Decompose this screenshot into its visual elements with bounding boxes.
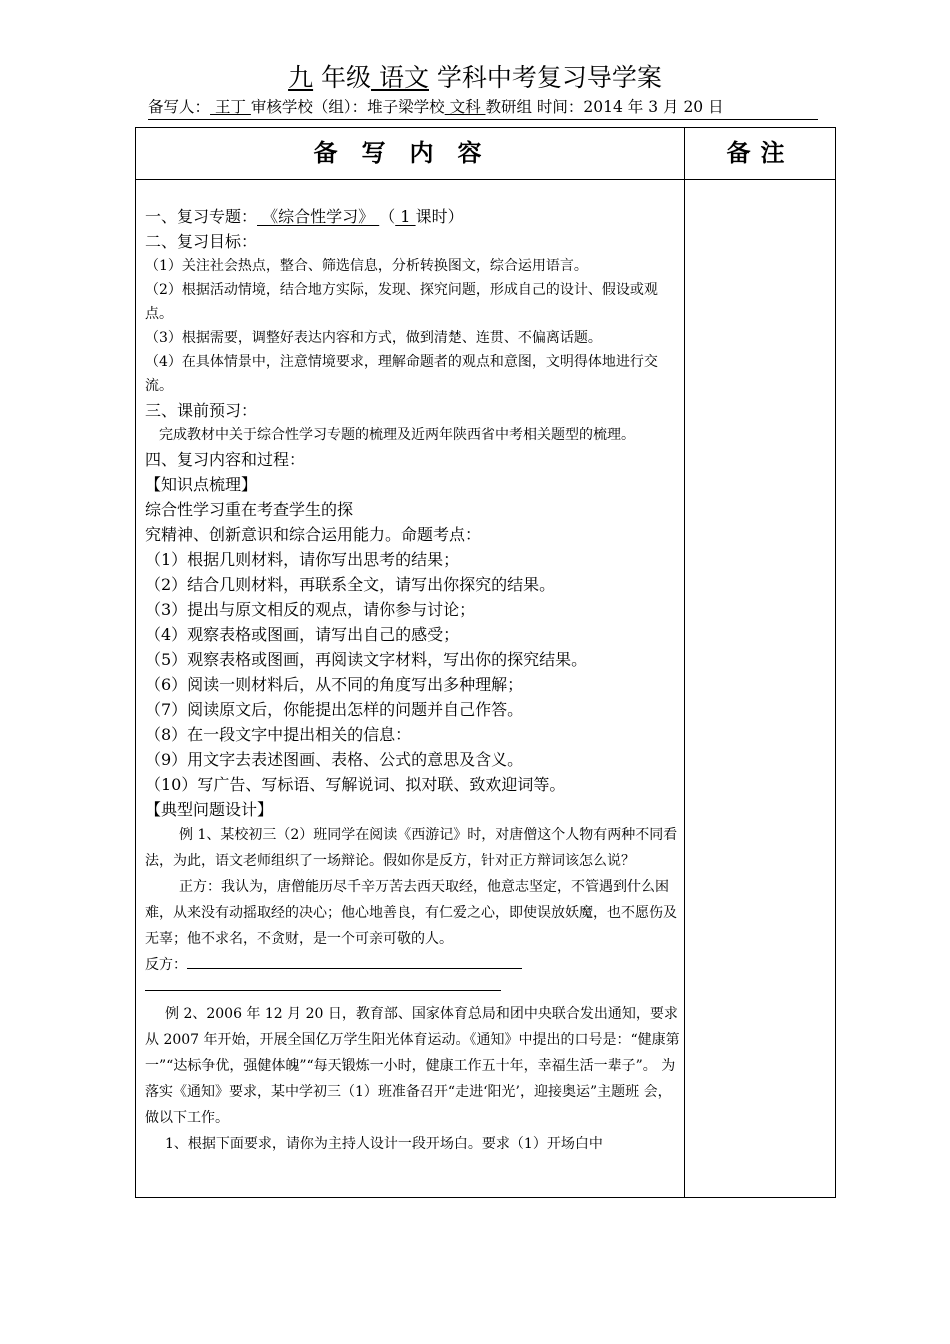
- section-preview-heading: 三、课前预习：: [145, 401, 258, 420]
- grade: 九: [288, 63, 314, 92]
- example-2-question-1: 1、根据下面要求，请你为主持人设计一段开场白。要求（1）开场白中: [165, 1136, 603, 1152]
- section-process-heading: 四、复习内容和过程：: [145, 450, 306, 469]
- goal-item: （4）在具体情景中，注意情境要求，理解命题者的观点和意图，文明得体地进行交流。: [145, 354, 658, 394]
- example-2: 例 2、2006 年 12 月 20 日，教育部、国家体育总局和团中央联合发出通知，要求从 2007 年开始，开展全国亿万学生阳光体育运动。《通知》中提出的口号是：“健康第一”“达标争优，强健体魄”“每天锻炼一小时，健康工作五十年，幸福生活一辈子”。 为落实《通知》要求，某中学初三（1）班准备召开“走进‘阳光’，迎接奥运”主题班 会，做以下工作。: [145, 1006, 680, 1126]
- answer-blank-line[interactable]: [145, 978, 501, 991]
- knowledge-intro: 综合性学习重在考查学生的探: [145, 500, 354, 519]
- hours-open: （: [379, 207, 396, 226]
- preview-text: 完成教材中关于综合性学习专题的梳理及近两年陕西省中考相关题型的梳理。: [159, 427, 635, 443]
- column-divider: [684, 127, 685, 1198]
- knowledge-intro: 究精神、创新意识和综合运用能力。命题考点：: [145, 525, 482, 544]
- example-1-pro: 正方：我认为，唐僧能历尽千辛万苦去西天取经，他意志坚定，不管遇到什么困难，从来没有动摇取经的决心；他心地善良，有仁爱之心，即使误放妖魔，也不愿伤及无辜；他不求名，不贪财，是一个可亲可敬的人。: [145, 879, 677, 947]
- review-subject: 文科: [444, 98, 486, 116]
- review-label: 审核学校（组）：堆子梁学校: [250, 98, 445, 116]
- table-header-notes: 备注: [726, 138, 795, 167]
- document-title: [0, 62, 950, 94]
- con-label: 反方：: [145, 957, 187, 973]
- section-goals-heading: 二、复习目标：: [145, 232, 258, 251]
- topic-label: 一、复习专题：: [145, 207, 258, 226]
- design-heading: 【典型问题设计】: [145, 800, 274, 819]
- author-label: 备写人：: [148, 98, 211, 116]
- hours-close: 课时）: [415, 207, 464, 226]
- table-header-content: 备写内容: [313, 138, 506, 167]
- author-name: 王丁: [210, 98, 251, 116]
- exam-point: （2）结合几则材料，再联系全文，请写出你探究的结果。: [145, 575, 556, 594]
- exam-point: （9）用文字去表述图画、表格、公式的意思及含义。: [145, 750, 524, 769]
- knowledge-heading: 【知识点梳理】: [145, 475, 258, 494]
- exam-point: （10）写广告、写标语、写解说词、拟对联、致欢迎词等。: [145, 775, 566, 794]
- goal-item: （1）关注社会热点，整合、筛选信息，分析转换图文，综合运用语言。: [145, 258, 588, 274]
- example-1: 例 1、某校初三（2）班同学在阅读《西游记》时，对唐僧这个人物有两种不同看法，为此，语文老师组织了一场辩论。假如你是反方，针对正方辩词该怎么说？: [145, 827, 678, 869]
- exam-point: （7）阅读原文后，你能提出怎样的问题并自己作答。: [145, 700, 524, 719]
- exam-point: （4）观察表格或图画，请写出自己的感受；: [145, 625, 460, 644]
- lesson-content: [145, 204, 680, 1157]
- exam-point: （6）阅读一则材料后，从不同的角度写出多种理解；: [145, 675, 524, 694]
- header-divider: [135, 179, 836, 180]
- title-rest: 学科中考复习导学案: [428, 63, 662, 92]
- grade-suffix: 年级: [313, 63, 372, 92]
- answer-blank[interactable]: [187, 952, 522, 969]
- exam-point: （5）观察表格或图画，再阅读文字材料，写出你的探究结果。: [145, 650, 588, 669]
- document-meta: [148, 96, 818, 120]
- exam-point: （3）提出与原文相反的观点，请你参与讨论；: [145, 600, 476, 619]
- goal-item: （3）根据需要，调整好表达内容和方式，做到清楚、连贯、不偏离话题。: [145, 330, 602, 346]
- goal-item: （2）根据活动情境，结合地方实际，发现、探究问题，形成自己的设计、假设或观点。: [145, 282, 658, 322]
- exam-point: （1）根据几则材料，请你写出思考的结果；: [145, 550, 460, 569]
- hours-count: 1: [395, 207, 416, 226]
- section-topic: [145, 204, 680, 229]
- topic-name: 《综合性学习》: [257, 207, 380, 226]
- exam-point: （8）在一段文字中提出相关的信息：: [145, 725, 412, 744]
- example-1-con: [145, 952, 680, 978]
- subject: 语文: [371, 63, 429, 92]
- review-date: 教研组 时间：2014 年 3 月 20 日: [485, 98, 724, 116]
